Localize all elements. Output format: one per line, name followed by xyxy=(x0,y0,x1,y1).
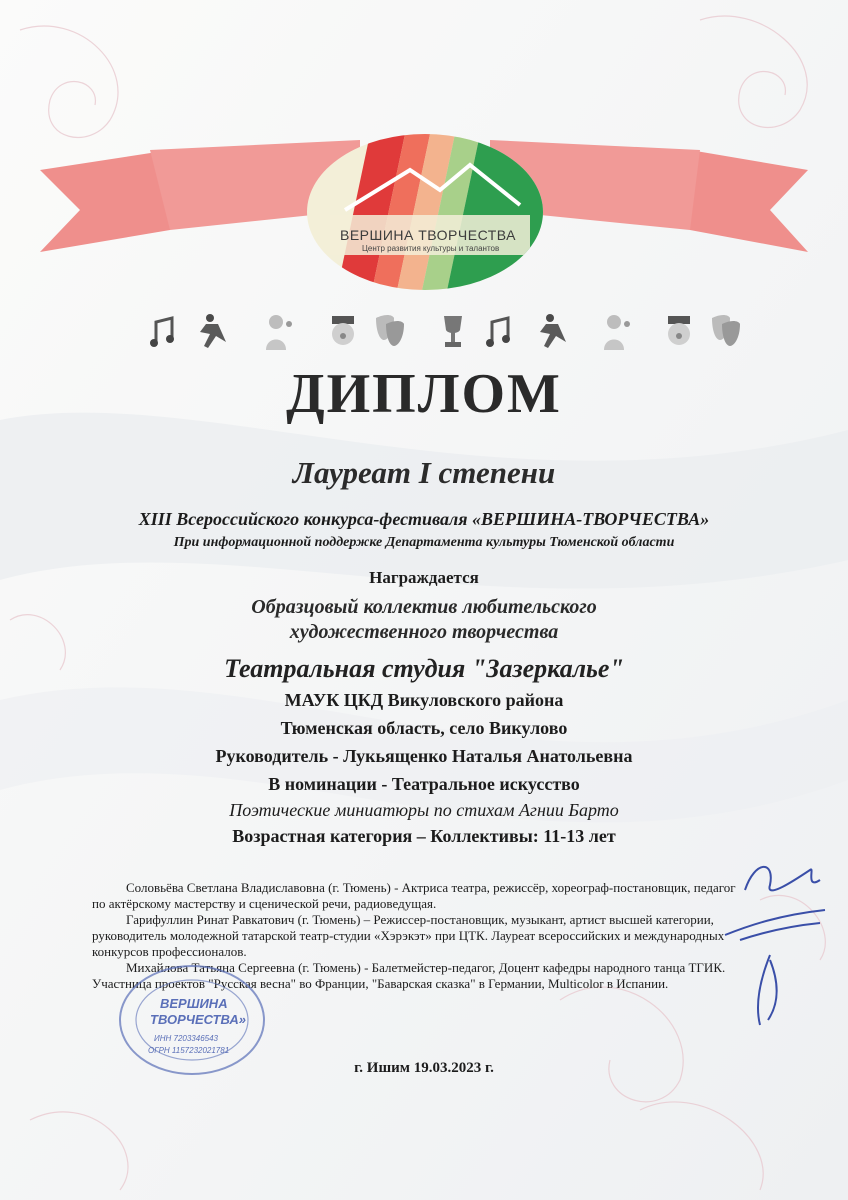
diploma-title: ДИПЛОМ xyxy=(286,363,562,425)
signature-2 xyxy=(720,905,830,945)
collective-line-2: художественного творчества xyxy=(289,621,559,643)
music-note-icon xyxy=(482,312,516,352)
location: Тюменская область, село Викулово xyxy=(280,718,568,738)
dancers-icon xyxy=(196,312,230,352)
clown-icon xyxy=(326,312,360,352)
singer-icon xyxy=(600,312,634,352)
singer-icon xyxy=(262,312,296,352)
music-note-icon xyxy=(146,312,180,352)
stamp-line-2: ТВОРЧЕСТВА» xyxy=(150,1012,247,1027)
studio-name: Театральная студия "Зазеркалье" xyxy=(224,654,624,683)
collective-title xyxy=(0,595,848,645)
leader: Руководитель - Лукьященко Наталья Анатольевна xyxy=(215,746,633,766)
signature-1 xyxy=(735,850,825,910)
program: Поэтические миниатюры по стихам Агнии Барто xyxy=(229,800,619,820)
nomination: В номинации - Театральное искусство xyxy=(268,774,580,794)
theatre-masks-icon xyxy=(372,312,406,352)
place-date: г. Ишим 19.03.2023 г. xyxy=(354,1060,494,1076)
dancers-icon xyxy=(536,312,570,352)
jury-member: Гарифуллин Ринат Равкатович (г. Тюмень) – Режиссер-постановщик, музыкант, артист высшей категории, руководитель молодежной татарской театр-студии «Хэрэкэт» при ЦТК. Лауреат всероссийских и международных конкурсов профессионалов. xyxy=(92,912,725,959)
logo-name: ВЕРШИНА ТВОРЧЕСТВА xyxy=(340,227,516,243)
jury-member: Соловьёва Светлана Владиславовна (г. Тюмень) - Актриса театра, режиссёр, хореограф-постановщик, педагог по актёрскому мастерству и сценической речи, радиоведущая. xyxy=(92,880,736,911)
age-category: Возрастная категория – Коллективы: 11-13 лет xyxy=(232,826,616,846)
theatre-masks-icon xyxy=(708,312,742,352)
trophy-icon xyxy=(436,312,470,352)
collective-line-1: Образцовый коллектив любительского xyxy=(251,596,597,618)
organization: МАУК ЦКД Викуловского района xyxy=(284,690,564,710)
support-note: При информационной поддержке Департамента культуры Тюменской области xyxy=(173,535,675,550)
signature-3 xyxy=(740,950,800,1030)
stamp-line-1: ВЕРШИНА xyxy=(160,996,228,1011)
stamp-ogrn: ОГРН 1157232021781 xyxy=(148,1046,230,1055)
logo-tagline: Центр развития культуры и талантов xyxy=(362,244,500,253)
awarded-label: Награждается xyxy=(369,568,479,587)
laureate-degree: Лауреат I степени xyxy=(292,455,556,490)
contest-name: XIII Всероссийского конкурса-фестиваля «ВЕРШИНА-ТВОРЧЕСТВА» xyxy=(138,509,710,529)
stamp-inn: ИНН 7203346543 xyxy=(154,1034,218,1043)
jury-member: Михайлова Татьяна Сергеевна (г. Тюмень) - Балетмейстер-педагог, Доцент кафедры народного танца ТГИК. Участница проектов "Русская весна" во Франции, "Баварская сказка" в Германии, Multicolor в Испании. xyxy=(92,960,726,991)
clown-icon xyxy=(662,312,696,352)
